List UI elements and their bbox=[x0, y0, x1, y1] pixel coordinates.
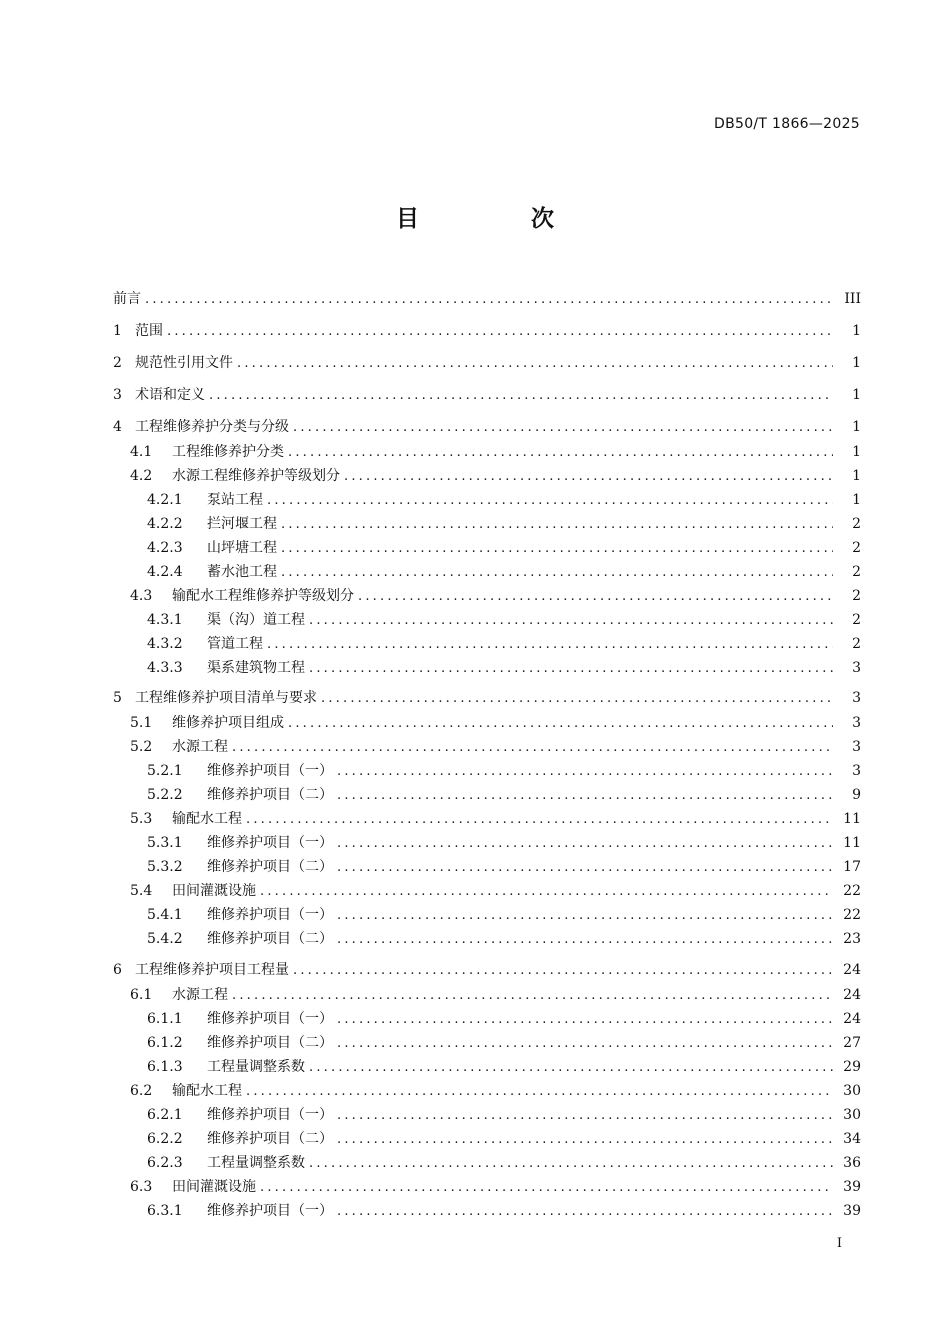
toc-entry[interactable] bbox=[113, 657, 861, 679]
toc-entry[interactable] bbox=[113, 537, 861, 559]
toc-entry-title: 输配水工程 bbox=[172, 811, 242, 827]
toc-entry-number: 3 bbox=[113, 387, 122, 403]
toc-entry-number: 6.2 bbox=[130, 1083, 153, 1099]
toc-entry-page: 3 bbox=[852, 715, 861, 731]
toc-entry[interactable] bbox=[113, 904, 861, 926]
toc-entry[interactable] bbox=[113, 1008, 861, 1030]
page-number: I bbox=[836, 1236, 842, 1251]
toc-entry[interactable] bbox=[113, 416, 861, 438]
toc-entry[interactable] bbox=[113, 320, 861, 342]
toc-entry-page: 2 bbox=[852, 540, 861, 556]
toc-entry-page: 2 bbox=[852, 636, 861, 652]
toc-leader-dots bbox=[237, 353, 833, 375]
toc-entry-title: 山坪塘工程 bbox=[207, 540, 277, 556]
toc-leader-dots bbox=[281, 538, 833, 560]
toc-entry-page: 29 bbox=[843, 1059, 861, 1075]
toc-leader-dots bbox=[288, 713, 833, 735]
toc-entry[interactable] bbox=[113, 288, 861, 310]
toc-entry-page: 1 bbox=[852, 492, 861, 508]
toc-entry-number: 4.3.1 bbox=[147, 612, 183, 628]
toc-entry[interactable] bbox=[113, 1200, 861, 1222]
toc-entry[interactable] bbox=[113, 513, 861, 535]
toc-leader-dots bbox=[344, 466, 833, 488]
toc-leader-dots bbox=[260, 881, 833, 903]
toc-entry-page: 22 bbox=[843, 883, 861, 899]
toc-entry-number: 5.3.1 bbox=[147, 835, 183, 851]
toc-entry-page: 1 bbox=[852, 323, 861, 339]
toc-entry-page: 24 bbox=[843, 987, 861, 1003]
toc-entry-title: 拦河堰工程 bbox=[207, 516, 277, 532]
toc-leader-dots bbox=[337, 761, 833, 783]
toc-leader-dots bbox=[309, 1153, 833, 1175]
toc-entry[interactable] bbox=[113, 633, 861, 655]
toc-leader-dots bbox=[246, 1081, 833, 1103]
toc-entry-title: 渠（沟）道工程 bbox=[207, 612, 305, 628]
toc-entry-number: 4.2.3 bbox=[147, 540, 183, 556]
toc-entry-number: 6.1 bbox=[130, 987, 153, 1003]
toc-entry-title: 维修养护项目（一） bbox=[207, 835, 333, 851]
toc-entry[interactable] bbox=[113, 880, 861, 902]
toc-entry-title: 工程维修养护项目工程量 bbox=[135, 962, 289, 978]
toc-entry-title: 水源工程 bbox=[172, 739, 228, 755]
toc-entry[interactable] bbox=[113, 609, 861, 631]
toc-entry-title: 水源工程维修养护等级划分 bbox=[172, 468, 340, 484]
document-code: DB50/T 1866—2025 bbox=[714, 116, 860, 132]
toc-entry-number: 4.1 bbox=[130, 444, 153, 460]
toc-entry[interactable] bbox=[113, 585, 861, 607]
toc-leader-dots bbox=[281, 562, 833, 584]
toc-entry[interactable] bbox=[113, 1152, 861, 1174]
toc-entry[interactable] bbox=[113, 441, 861, 463]
toc-leader-dots bbox=[337, 1033, 833, 1055]
toc-entry-title: 蓄水池工程 bbox=[207, 564, 277, 580]
toc-leader-dots bbox=[293, 417, 833, 439]
toc-leader-dots bbox=[337, 905, 833, 927]
toc-entry-title: 维修养护项目（一） bbox=[207, 1203, 333, 1219]
toc-entry-page: 30 bbox=[843, 1083, 861, 1099]
toc-entry-number: 5.2 bbox=[130, 739, 153, 755]
toc-leader-dots bbox=[337, 1129, 833, 1151]
toc-entry[interactable] bbox=[113, 561, 861, 583]
toc-entry-number: 5.4.1 bbox=[147, 907, 183, 923]
toc-leader-dots bbox=[281, 514, 833, 536]
toc-entry[interactable] bbox=[113, 959, 861, 981]
toc-entry-title: 维修养护项目（一） bbox=[207, 763, 333, 779]
toc-entry-number: 6.2.2 bbox=[147, 1131, 183, 1147]
toc-leader-dots bbox=[309, 1057, 833, 1079]
toc-leader-dots bbox=[145, 289, 833, 311]
toc-leader-dots bbox=[209, 385, 833, 407]
toc-entry-page: 39 bbox=[843, 1179, 861, 1195]
toc-entry-page: 3 bbox=[852, 739, 861, 755]
toc-entry[interactable] bbox=[113, 352, 861, 374]
toc-entry-number: 5.1 bbox=[130, 715, 153, 731]
toc-entry-number: 6.2.1 bbox=[147, 1107, 183, 1123]
toc-entry[interactable] bbox=[113, 465, 861, 487]
toc-entry[interactable] bbox=[113, 784, 861, 806]
toc-leader-dots bbox=[232, 985, 833, 1007]
toc-leader-dots bbox=[337, 785, 833, 807]
toc-entry-title: 术语和定义 bbox=[135, 387, 205, 403]
page-title: 目 次 bbox=[395, 206, 606, 232]
toc-entry-page: 2 bbox=[852, 588, 861, 604]
toc-entry-page: 23 bbox=[843, 931, 861, 947]
toc-entry-number: 4 bbox=[113, 419, 122, 435]
toc-leader-dots bbox=[358, 586, 833, 608]
toc-entry-page: 36 bbox=[843, 1155, 861, 1171]
toc-entry[interactable] bbox=[113, 1056, 861, 1078]
toc-entry[interactable] bbox=[113, 1176, 861, 1198]
toc-entry-title: 前言 bbox=[113, 291, 141, 307]
toc-entry-title: 维修养护项目（二） bbox=[207, 859, 333, 875]
toc-entry-page: 3 bbox=[852, 690, 861, 706]
toc-leader-dots bbox=[260, 1177, 833, 1199]
toc-entry-page: 3 bbox=[852, 763, 861, 779]
toc-entry-number: 4.3.2 bbox=[147, 636, 183, 652]
toc-leader-dots bbox=[267, 490, 833, 512]
toc-leader-dots bbox=[337, 1105, 833, 1127]
toc-entry-title: 维修养护项目（一） bbox=[207, 907, 333, 923]
toc-leader-dots bbox=[337, 929, 833, 951]
toc-entry-page: 2 bbox=[852, 564, 861, 580]
toc-entry-title: 田间灌溉设施 bbox=[172, 1179, 256, 1195]
toc-entry-title: 维修养护项目（二） bbox=[207, 787, 333, 803]
toc-entry-number: 5.2.2 bbox=[147, 787, 183, 803]
toc-leader-dots bbox=[288, 442, 833, 464]
toc-entry-number: 4.2 bbox=[130, 468, 153, 484]
toc-entry[interactable] bbox=[113, 928, 861, 950]
toc-entry-page: 11 bbox=[843, 811, 861, 827]
toc-entry[interactable] bbox=[113, 760, 861, 782]
toc-entry[interactable] bbox=[113, 1032, 861, 1054]
toc-entry-number: 5 bbox=[113, 690, 122, 706]
toc-entry[interactable] bbox=[113, 832, 861, 854]
toc-entry-number: 6.3 bbox=[130, 1179, 153, 1195]
toc-entry-number: 4.2.4 bbox=[147, 564, 183, 580]
toc-entry-number: 6.2.3 bbox=[147, 1155, 183, 1171]
toc-entry-page: 39 bbox=[843, 1203, 861, 1219]
toc-entry[interactable] bbox=[113, 856, 861, 878]
toc-entry-number: 6.1.3 bbox=[147, 1059, 183, 1075]
toc-entry-title: 维修养护项目（二） bbox=[207, 931, 333, 947]
toc-entry-page: 2 bbox=[852, 612, 861, 628]
toc-entry-page: 24 bbox=[843, 962, 861, 978]
toc-leader-dots bbox=[293, 960, 833, 982]
toc-entry-title: 工程维修养护分类与分级 bbox=[135, 419, 289, 435]
toc-entry-title: 渠系建筑物工程 bbox=[207, 660, 305, 676]
toc-entry-page: 9 bbox=[852, 787, 861, 803]
toc-entry-number: 5.4 bbox=[130, 883, 153, 899]
toc-entry-page: 27 bbox=[843, 1035, 861, 1051]
toc-entry-title: 维修养护项目（二） bbox=[207, 1035, 333, 1051]
toc-entry-number: 4.3 bbox=[130, 588, 153, 604]
toc-leader-dots bbox=[167, 321, 833, 343]
toc-entry[interactable] bbox=[113, 1128, 861, 1150]
toc-entry[interactable] bbox=[113, 808, 861, 830]
toc-entry-number: 4.3.3 bbox=[147, 660, 183, 676]
toc-entry-title: 规范性引用文件 bbox=[135, 355, 233, 371]
toc-entry-title: 工程量调整系数 bbox=[207, 1155, 305, 1171]
toc-entry[interactable] bbox=[113, 687, 861, 709]
toc-entry-number: 6 bbox=[113, 962, 122, 978]
toc-entry-title: 维修养护项目（二） bbox=[207, 1131, 333, 1147]
toc-entry-title: 输配水工程维修养护等级划分 bbox=[172, 588, 354, 604]
toc-entry-page: 1 bbox=[852, 419, 861, 435]
toc-leader-dots bbox=[309, 658, 833, 680]
toc-leader-dots bbox=[337, 1201, 833, 1223]
toc-entry-page: 1 bbox=[852, 468, 861, 484]
toc-entry-title: 维修养护项目组成 bbox=[172, 715, 284, 731]
toc-entry-number: 4.2.2 bbox=[147, 516, 183, 532]
toc-entry[interactable] bbox=[113, 984, 861, 1006]
toc-entry-page: 3 bbox=[852, 660, 861, 676]
toc-entry-title: 水源工程 bbox=[172, 987, 228, 1003]
toc-entry-title: 工程维修养护分类 bbox=[172, 444, 284, 460]
toc-entry-title: 工程维修养护项目清单与要求 bbox=[135, 690, 317, 706]
toc-entry-title: 输配水工程 bbox=[172, 1083, 242, 1099]
toc-entry[interactable] bbox=[113, 489, 861, 511]
toc-entry-title: 维修养护项目（一） bbox=[207, 1011, 333, 1027]
toc-leader-dots bbox=[246, 809, 833, 831]
toc-leader-dots bbox=[337, 857, 833, 879]
toc-entry-title: 管道工程 bbox=[207, 636, 263, 652]
toc-entry[interactable] bbox=[113, 384, 861, 406]
toc-entry-page: 17 bbox=[843, 859, 861, 875]
toc-leader-dots bbox=[232, 737, 833, 759]
toc-entry-number: 6.1.2 bbox=[147, 1035, 183, 1051]
toc-entry-number: 2 bbox=[113, 355, 122, 371]
toc-entry-page: 2 bbox=[852, 516, 861, 532]
toc-entry-page: 1 bbox=[852, 444, 861, 460]
toc-entry-title: 工程量调整系数 bbox=[207, 1059, 305, 1075]
toc-entry-number: 5.4.2 bbox=[147, 931, 183, 947]
toc-entry-title: 泵站工程 bbox=[207, 492, 263, 508]
toc-entry-page: 34 bbox=[843, 1131, 861, 1147]
toc-leader-dots bbox=[337, 1009, 833, 1031]
toc-entry-page: 1 bbox=[852, 387, 861, 403]
toc-entry-page: 30 bbox=[843, 1107, 861, 1123]
toc-leader-dots bbox=[267, 634, 833, 656]
toc-entry-title: 田间灌溉设施 bbox=[172, 883, 256, 899]
toc-entry-number: 6.3.1 bbox=[147, 1203, 183, 1219]
toc-entry-number: 1 bbox=[113, 323, 122, 339]
toc-entry-page: 11 bbox=[843, 835, 861, 851]
toc-leader-dots bbox=[309, 610, 833, 632]
toc-entry-page: 22 bbox=[843, 907, 861, 923]
toc-entry[interactable] bbox=[113, 1080, 861, 1102]
toc-entry-number: 5.3.2 bbox=[147, 859, 183, 875]
toc-entry-number: 5.2.1 bbox=[147, 763, 183, 779]
toc-leader-dots bbox=[337, 833, 833, 855]
toc-entry[interactable] bbox=[113, 1104, 861, 1126]
toc-entry[interactable] bbox=[113, 712, 861, 734]
toc-entry-page: 24 bbox=[843, 1011, 861, 1027]
toc-leader-dots bbox=[321, 688, 833, 710]
toc-entry-page: III bbox=[844, 291, 861, 307]
toc-entry-title: 范围 bbox=[135, 323, 163, 339]
toc-entry-page: 1 bbox=[852, 355, 861, 371]
toc-entry-number: 4.2.1 bbox=[147, 492, 183, 508]
toc-entry[interactable] bbox=[113, 736, 861, 758]
toc-entry-number: 6.1.1 bbox=[147, 1011, 183, 1027]
toc-entry-number: 5.3 bbox=[130, 811, 153, 827]
toc-entry-title: 维修养护项目（一） bbox=[207, 1107, 333, 1123]
